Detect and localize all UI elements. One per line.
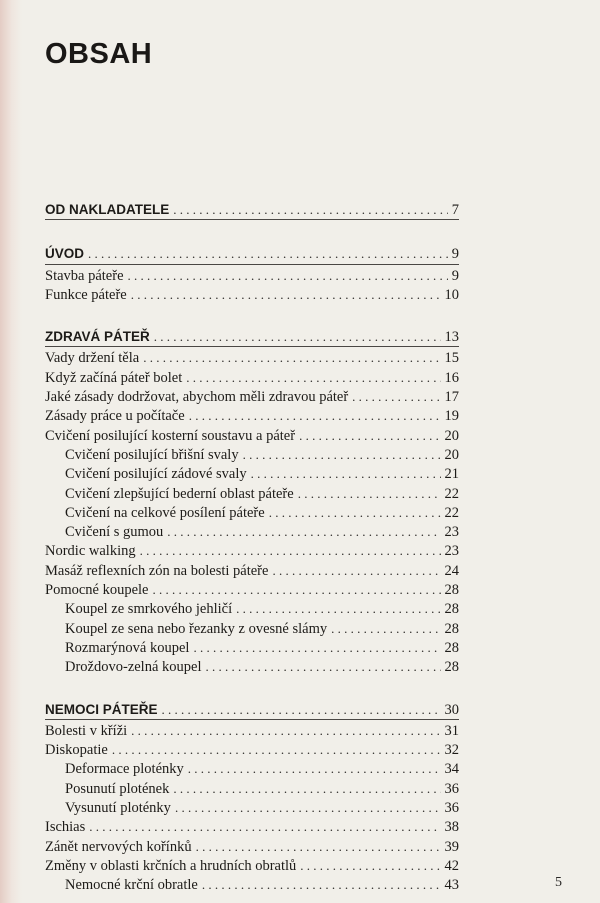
toc-leader-dots (131, 721, 440, 740)
toc-page-number: 21 (444, 466, 459, 483)
toc-page-number: 7 (451, 202, 459, 218)
toc-leader-dots (173, 200, 448, 219)
toc-page-number: 16 (444, 369, 459, 386)
toc-entry-label: Deformace ploténky (65, 761, 184, 778)
toc-entry (45, 599, 459, 618)
toc-section-heading (45, 327, 459, 346)
toc-page-number: 31 (444, 722, 459, 739)
toc-leader-dots (243, 445, 441, 464)
toc-entry-label: Když začíná páteř bolet (45, 369, 183, 386)
toc-entry-label: ZDRAVÁ PÁTEŘ (45, 329, 150, 345)
toc-entry-label: NEMOCI PÁTEŘE (45, 701, 158, 717)
toc-leader-dots (202, 875, 441, 894)
toc-page-number: 28 (444, 601, 459, 618)
toc-page-number: 23 (444, 543, 459, 560)
toc-page-number: 43 (444, 877, 459, 894)
toc-entry (45, 426, 459, 445)
toc-page-number: 19 (444, 408, 459, 425)
toc-entry-label: Cvičení posilující břišní svaly (65, 446, 239, 463)
page-title: OBSAH (45, 38, 153, 70)
toc-entry-label: Vady držení těla (45, 350, 140, 367)
toc-page-number: 24 (444, 562, 459, 579)
toc-entry-label: ÚVOD (45, 246, 85, 262)
toc-leader-dots (143, 348, 440, 367)
toc-page-number: 20 (444, 446, 459, 463)
toc-entry (45, 856, 459, 875)
toc-page-number: 39 (444, 838, 459, 855)
toc-section-heading (45, 200, 459, 219)
toc-page-number: 34 (444, 761, 459, 778)
toc-entry-label: Cvičení s gumou (65, 524, 164, 541)
toc-leader-dots (206, 657, 441, 676)
toc-entry (45, 580, 459, 599)
toc-page-number: 22 (444, 485, 459, 502)
toc-entry (45, 798, 459, 817)
toc-leader-dots (112, 740, 441, 759)
toc-leader-dots (331, 619, 440, 638)
toc-entry-label: Pomocné koupele (45, 582, 149, 599)
toc-entry-label: OD NAKLADATELE (45, 202, 170, 217)
toc-section-heading (45, 244, 459, 263)
toc-entry (45, 541, 459, 560)
toc-entry (45, 561, 459, 580)
toc-page-number: 9 (451, 246, 459, 263)
toc-entry (45, 740, 459, 759)
toc-entry-label: Koupel ze sena nebo řezanky z ovesné slámy (65, 620, 328, 637)
toc-entry (45, 406, 459, 425)
toc-entry (45, 387, 459, 406)
toc-leader-dots (88, 244, 448, 263)
toc-leader-dots (193, 638, 440, 657)
toc-page-number: 28 (444, 659, 459, 676)
toc-leader-dots (186, 368, 440, 387)
toc-entry-label: Cvičení na celkové posílení páteře (65, 504, 265, 521)
toc-page-number: 32 (444, 742, 459, 759)
toc-page-number: 22 (444, 504, 459, 521)
toc-entry-label: Koupel ze smrkového jehličí (65, 601, 233, 618)
toc-entry (45, 817, 459, 836)
toc-leader-dots (272, 561, 440, 580)
toc-entry-label: Vysunutí ploténky (65, 800, 171, 817)
toc-leader-dots (154, 327, 441, 346)
toc-page-number: 9 (451, 267, 459, 284)
toc-entry (45, 503, 459, 522)
toc-entry-label: Jaké zásady dodržovat, abychom měli zdravou páteř (45, 389, 349, 406)
toc-entry-label: Diskopatie (45, 742, 108, 759)
toc-page-number: 23 (444, 524, 459, 541)
toc-leader-dots (299, 426, 440, 445)
toc-leader-dots (131, 285, 441, 304)
toc-entry-label: Posunutí plotének (65, 780, 170, 797)
table-of-contents (45, 200, 459, 895)
toc-page-number: 36 (444, 780, 459, 797)
page-number: 5 (555, 875, 562, 890)
toc-entry-label: Nordic walking (45, 543, 136, 560)
toc-page-number: 42 (444, 857, 459, 874)
toc-entry-label: Cvičení zlepšující bederní oblast páteře (65, 485, 294, 502)
toc-leader-dots (196, 837, 441, 856)
toc-entry (45, 837, 459, 856)
toc-leader-dots (269, 503, 441, 522)
toc-leader-dots (189, 406, 441, 425)
toc-page-number: 13 (444, 329, 459, 346)
toc-leader-dots (140, 541, 441, 560)
toc-entry (45, 445, 459, 464)
toc-entry (45, 285, 459, 304)
toc-leader-dots (188, 759, 441, 778)
toc-entry-label: Zánět nervových kořínků (45, 838, 192, 855)
section-rule (45, 264, 459, 265)
toc-entry (45, 619, 459, 638)
toc-entry-label: Masáž reflexních zón na bolesti páteře (45, 562, 269, 579)
toc-entry (45, 522, 459, 541)
toc-page-number: 15 (444, 350, 459, 367)
toc-page-number: 10 (444, 286, 459, 303)
toc-page-number: 28 (444, 582, 459, 599)
toc-entry-label: Cvičení posilující kosterní soustavu a páteř (45, 427, 296, 444)
section-spacer (45, 677, 459, 700)
toc-leader-dots (236, 599, 440, 618)
toc-page-number: 28 (444, 620, 459, 637)
toc-leader-dots (300, 856, 440, 875)
toc-page-number: 30 (444, 701, 459, 718)
toc-section-heading (45, 700, 459, 719)
section-rule (45, 219, 459, 220)
toc-entry (45, 368, 459, 387)
toc-leader-dots (162, 700, 441, 719)
toc-leader-dots (352, 387, 440, 406)
toc-leader-dots (251, 464, 441, 483)
toc-entry-label: Ischias (45, 819, 86, 836)
toc-entry (45, 638, 459, 657)
page-gutter-shadow (0, 0, 22, 903)
toc-page-number: 28 (444, 639, 459, 656)
section-spacer (45, 304, 459, 327)
toc-leader-dots (298, 484, 441, 503)
toc-entry-label: Funkce páteře (45, 286, 127, 303)
toc-entry (45, 759, 459, 778)
toc-entry-label: Rozmarýnová koupel (65, 639, 190, 656)
toc-leader-dots (167, 522, 440, 541)
toc-entry-label: Cvičení posilující zádové svaly (65, 466, 247, 483)
toc-entry (45, 266, 459, 285)
toc-page-number: 17 (444, 389, 459, 406)
toc-entry-label: Nemocné krční obratle (65, 877, 198, 894)
toc-entry (45, 348, 459, 367)
toc-entry-label: Stavba páteře (45, 267, 124, 284)
toc-entry (45, 779, 459, 798)
toc-leader-dots (128, 266, 448, 285)
toc-page-number: 38 (444, 819, 459, 836)
toc-entry-label: Zásady práce u počítače (45, 408, 185, 425)
toc-leader-dots (153, 580, 441, 599)
toc-entry (45, 484, 459, 503)
toc-entry-label: Droždovo-zelná koupel (65, 659, 202, 676)
toc-entry (45, 875, 459, 894)
toc-leader-dots (175, 798, 441, 817)
section-rule (45, 346, 459, 347)
toc-page-number: 36 (444, 800, 459, 817)
toc-entry-label: Změny v oblasti krčních a hrudních obratlů (45, 857, 297, 874)
section-rule (45, 719, 459, 720)
toc-entry (45, 464, 459, 483)
section-spacer (45, 221, 459, 244)
toc-leader-dots (89, 817, 440, 836)
toc-entry (45, 657, 459, 676)
toc-page-number: 20 (444, 427, 459, 444)
toc-leader-dots (173, 779, 440, 798)
toc-entry (45, 721, 459, 740)
toc-entry-label: Bolesti v kříži (45, 722, 128, 739)
